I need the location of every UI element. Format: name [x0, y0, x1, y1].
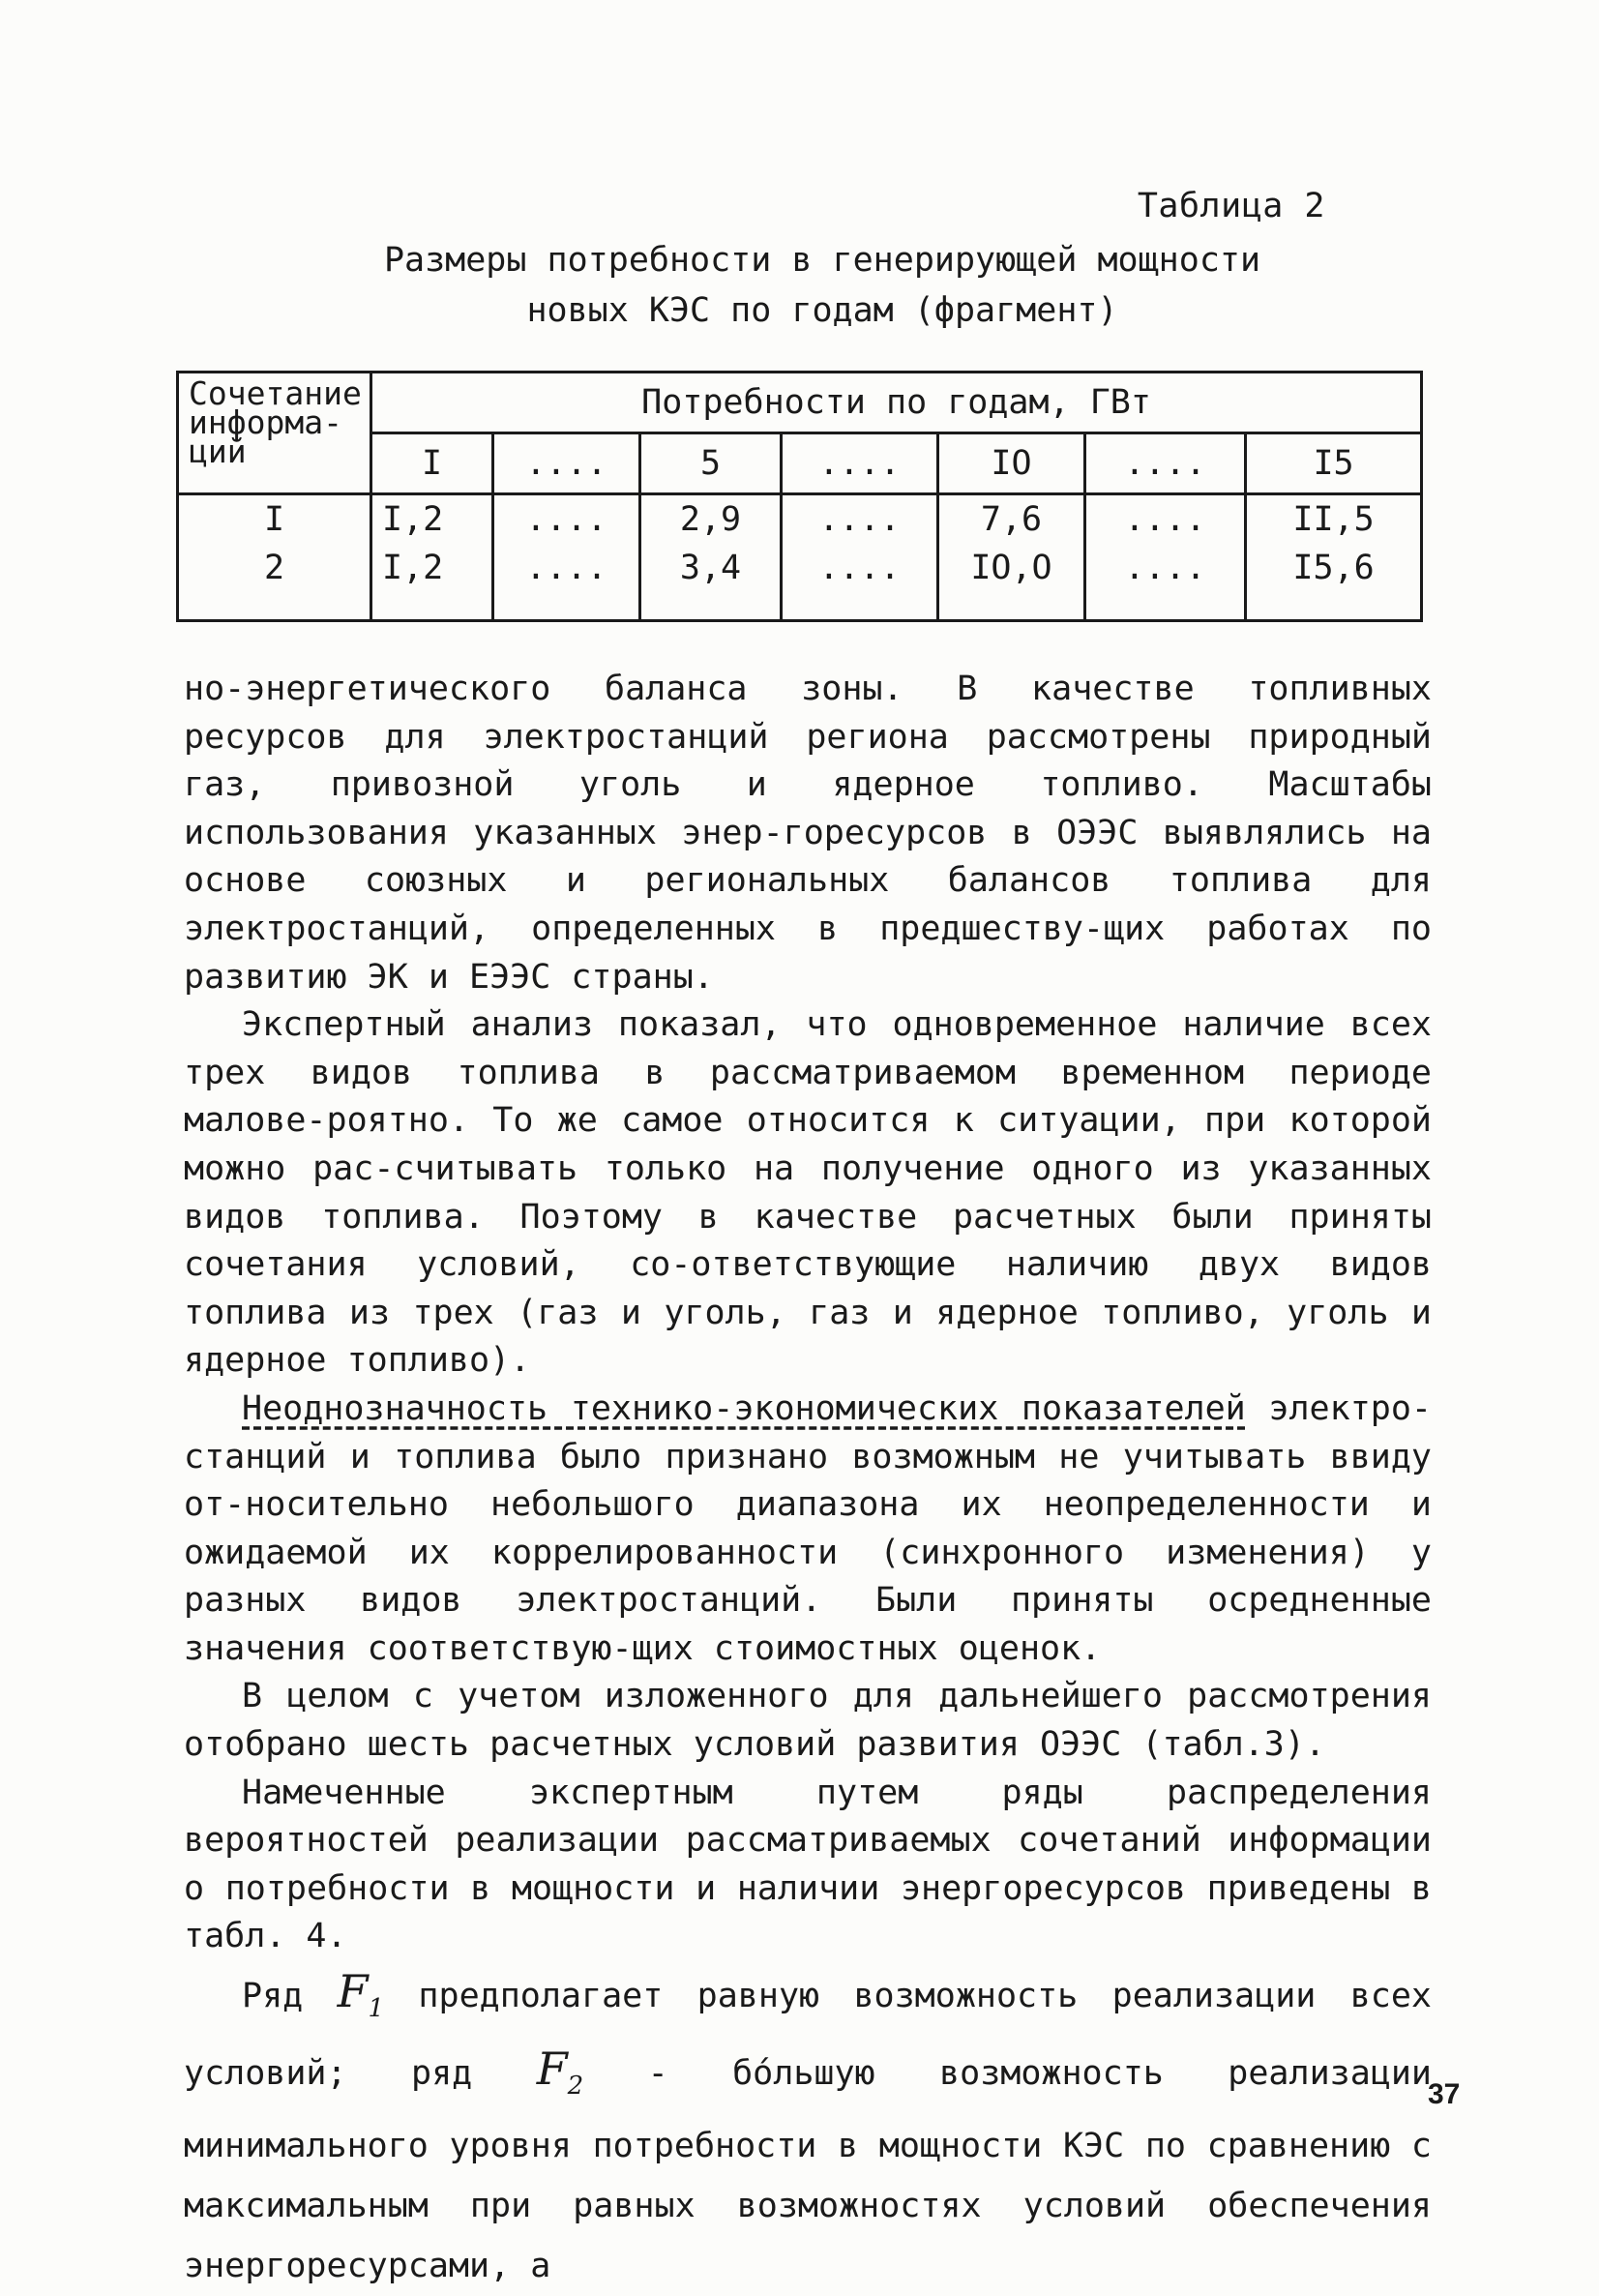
table-number: Таблица 2 — [1137, 187, 1325, 225]
page-number: 37 — [1428, 2078, 1461, 2110]
paragraph: Намеченные экспертным путем ряды распределения вероятностей реализации рассматриваемых сочетаний информации о потребности в мощности и наличии энергоресурсов приведены в табл. 4. — [184, 1773, 1432, 1956]
year-header: .... — [782, 433, 938, 494]
combo-cell: I 2 — [178, 494, 371, 621]
paragraph: В целом с учетом изложенного для дальнейшего рассмотрения отобрано шесть расчетных условий развития ОЭЭС (табл.3). — [184, 1677, 1432, 1765]
symbol-f1: $F_1$ — [337, 1965, 385, 2024]
value-cell: .... .... — [782, 494, 938, 621]
paragraph: Неоднозначность технико-экономических показателей электро-станций и топлива было признано возможным не учитывать ввиду от-носительно небольшого диапазона их неопределенности и ожидаемой их коррелированности (синхронного изменения) у разных видов электростанций. Были приняты осредненные значения соответствую-щих стоимостных оценок. — [184, 1388, 1432, 1668]
value-cell: .... .... — [1085, 494, 1246, 621]
paragraph: но-энергетического баланса зоны. В качестве топливных ресурсов для электростанций региона рассмотрены природный газ, привозной уголь и ядерное топливо. Масштабы использования указанных энер-горесурсов в ОЭЭС выявлялись на основе союзных и региональных балансов топлива для электростанций, определенных в предшеству-щих работах по развитию ЭК и ЕЭЭС страны. — [184, 670, 1432, 997]
paragraph: Экспертный анализ показал, что одновременное наличие всех трех видов топлива в рассматриваемом временном периоде малове-роятно. То же самое относится к ситуации, при которой можно рас-считывать только на получение одного из указанных видов топлива. Поэтому в качестве расчетных были приняты сочетания условий, со-ответствующие наличию двух видов топлива из трех (газ и уголь, газ и ядерное топливо, уголь и ядерное топливо). — [184, 1005, 1432, 1381]
year-header: IO — [938, 433, 1085, 494]
body-text — [184, 666, 1432, 2296]
group-header: Потребности по годам, ГВт — [371, 373, 1422, 433]
symbol-f2: $F_2$ — [536, 2043, 584, 2102]
table-title-line-2: новых КЭС по годам (фрагмент) — [526, 291, 1118, 330]
value-cell: .... .... — [493, 494, 640, 621]
table-title-line-1: Размеры потребности в генерирующей мощности — [383, 241, 1261, 280]
table-title — [242, 235, 1403, 336]
table-body-row — [178, 494, 1422, 621]
year-header: 5 — [640, 433, 782, 494]
value-cell: II,5 I5,6 — [1246, 494, 1422, 621]
underlined-phrase: Неоднозначность технико-экономических показателей — [242, 1388, 1246, 1428]
year-header: .... — [1085, 433, 1246, 494]
year-header: .... — [493, 433, 640, 494]
paragraph: Ряд $F_1$ предполагает равную возможность реализации всех условий; ряд $F_2$ - бóльшую возможность реализации минимального уровня потребности в мощности КЭС по сравнению с максимальным при равных возможностях условий обеспечения энергоресурсами, а — [184, 1965, 1433, 2286]
value-cell: 7,6 IO,O — [938, 494, 1085, 621]
year-header: I5 — [1246, 433, 1422, 494]
year-header: I — [371, 433, 493, 494]
corner-header: Сочетание информа- ций — [178, 373, 371, 494]
value-cell: 2,9 3,4 — [640, 494, 782, 621]
value-cell: I,2 I,2 — [371, 494, 493, 621]
demand-table — [176, 371, 1423, 622]
